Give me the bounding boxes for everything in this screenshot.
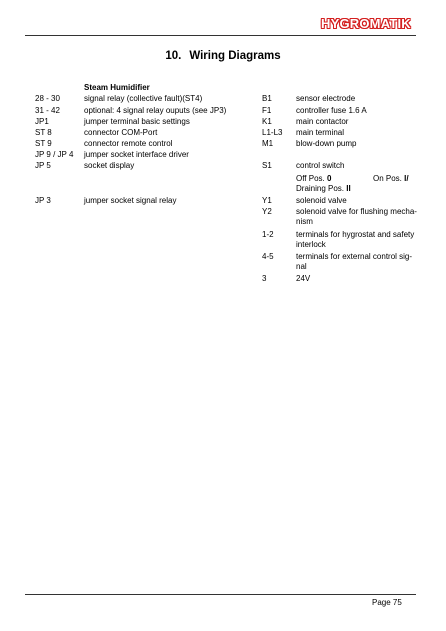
legend-code: 31 - 42 [35, 106, 60, 115]
legend-desc: connector COM-Port [84, 128, 158, 137]
legend-code: 3 [262, 274, 267, 283]
off-label: Off Pos. [296, 174, 325, 183]
legend-code: JP 9 / JP 4 [35, 150, 74, 159]
switch-off-position [296, 174, 331, 184]
legend-code: 28 - 30 [35, 94, 60, 103]
legend-desc: socket display [84, 161, 135, 170]
legend-code: Y2 [262, 207, 272, 216]
section-number: 10. [165, 50, 182, 62]
drain-value: II [346, 184, 351, 193]
off-value: 0 [327, 174, 332, 183]
section-title: Wiring Diagrams [189, 50, 281, 62]
switch-drain-position [296, 184, 351, 194]
legend-code: L1-L3 [262, 128, 283, 137]
logo-text: HYGROMATIK [321, 16, 411, 31]
right-legend-row-continued [296, 262, 307, 272]
legend-code: B1 [262, 94, 272, 103]
hygromatik-logo [321, 16, 413, 32]
legend-desc: solenoid valve for flushing mecha- [296, 207, 417, 216]
footer-rule [25, 594, 416, 595]
legend-code: JP 5 [35, 161, 51, 170]
legend-code: 4-5 [262, 252, 274, 261]
legend-code: M1 [262, 139, 274, 148]
legend-desc: 24V [296, 274, 311, 283]
legend-heading: Steam Humidifier [84, 83, 150, 92]
legend-code: JP1 [35, 117, 49, 126]
legend-desc: terminals for hygrostat and safety [296, 230, 415, 239]
legend-code: ST 9 [35, 139, 52, 148]
page-title [0, 50, 446, 62]
legend-desc: nal [296, 262, 307, 271]
drain-label: Draining Pos. [296, 184, 345, 193]
legend-desc: optional: 4 signal relay ouputs (see JP3) [84, 106, 227, 115]
legend-desc: controller fuse 1.6 A [296, 106, 367, 115]
legend-desc: connector remote control [84, 139, 173, 148]
on-value: I/ [404, 174, 409, 183]
legend-code: JP 3 [35, 196, 51, 205]
legend-code: Y1 [262, 196, 272, 205]
legend-desc: sensor electrode [296, 94, 356, 103]
legend-desc: blow-down pump [296, 139, 357, 148]
legend-desc: terminals for external control sig- [296, 252, 413, 261]
legend-desc: nism [296, 217, 313, 226]
legend-code: S1 [262, 161, 272, 170]
legend-code: 1-2 [262, 230, 274, 239]
legend-desc: control switch [296, 161, 345, 170]
legend-desc: jumper socket signal relay [84, 196, 177, 205]
legend-desc: interlock [296, 240, 326, 249]
legend-desc: solenoid valve [296, 196, 347, 205]
legend-desc: jumper terminal basic settings [84, 117, 190, 126]
header-rule [25, 35, 416, 36]
legend-code: F1 [262, 106, 272, 115]
on-label: On Pos. [373, 174, 402, 183]
legend-desc: main contactor [296, 117, 349, 126]
legend-desc: main terminal [296, 128, 345, 137]
page-number: Page 75 [372, 598, 402, 607]
right-legend-row-continued [296, 240, 326, 250]
switch-on-position [373, 174, 409, 184]
legend-code: ST 8 [35, 128, 52, 137]
legend-desc: jumper socket interface driver [84, 150, 189, 159]
legend-code: K1 [262, 117, 272, 126]
right-legend-row-continued [296, 217, 313, 227]
legend-desc: signal relay (collective fault)(ST4) [84, 94, 203, 103]
